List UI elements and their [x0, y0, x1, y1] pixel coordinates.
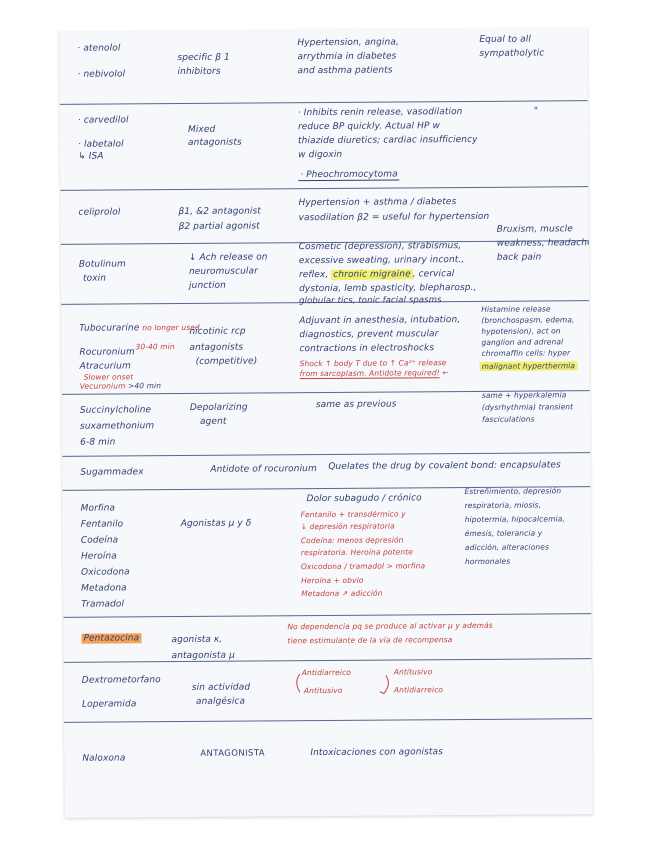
drug-name: Heroína: [80, 551, 117, 562]
mechanism-text: antagonista μ: [171, 650, 235, 662]
uses-header: Dolor subagudo / crónico: [306, 493, 422, 505]
drug-name: · nebivolol: [77, 69, 126, 80]
mechanism-text: sin actividad: [191, 682, 251, 693]
uses-text: thiazide diuretics; cardiac insufficiency: [297, 134, 478, 147]
mechanism-text: inhibitors: [177, 66, 221, 78]
uses-note: tiene estimulante de la vía de recompensa: [287, 635, 453, 646]
uses-text: vasodilation β2 = useful for hypertension: [298, 211, 490, 224]
drug-name: celiprolol: [78, 207, 121, 218]
uses-note: respiratoria. Heroína potente: [300, 547, 413, 558]
drug-name: toxin: [82, 273, 107, 284]
uses-text: w digoxin: [298, 149, 343, 161]
drug-note: >40 min: [127, 381, 162, 391]
highlighted-term: · Pheochromocytoma: [298, 169, 399, 181]
drug-name: Tramadol: [81, 599, 125, 610]
drug-name: Botulinum: [78, 259, 126, 270]
effects-text: hormonales: [464, 556, 511, 567]
effects-text: fasciculations: [481, 414, 535, 424]
notebook-page: [59, 28, 592, 818]
mechanism-text: ↓ Ach release on: [188, 252, 268, 263]
drug-name: Naloxona: [82, 753, 126, 764]
uses-fragment: , cervical: [412, 269, 455, 280]
effects-text: Bruxism, muscle: [496, 224, 573, 235]
uses-note: ↓ depresión respiratoria: [300, 521, 395, 532]
drug-name: suxamethonium: [79, 421, 155, 432]
uses-note: Antitusivo: [303, 685, 343, 696]
mechanism-text: Agonistas μ y δ: [180, 518, 252, 530]
row-divider: [62, 452, 590, 457]
uses-text: Quelates the drug by covalent bond: encapsulates: [328, 460, 561, 472]
mechanism-text: Mixed: [187, 124, 216, 135]
effects-text: back pain: [496, 252, 542, 263]
uses-note: Codeína: menos depresión: [300, 535, 404, 546]
uses-text: diagnostics, prevent muscular: [299, 329, 439, 341]
effects-text: hipotermia, hipocalcemia,: [464, 514, 565, 525]
uses-text: · Inhibits renin release, vasodilation: [297, 107, 463, 119]
drug-name: [80, 381, 161, 391]
highlighted-term: chronic migraine: [333, 269, 411, 280]
mechanism-text: specific β 1: [177, 52, 230, 64]
uses-text: excessive sweating, urinary incont.,: [298, 255, 465, 267]
mechanism-text: agonista κ,: [171, 634, 223, 646]
row-divider: [64, 718, 592, 723]
mechanism-text: analgésica: [195, 696, 246, 707]
mechanism-text: agent: [199, 416, 227, 427]
mechanism-text: β2 partial agonist: [178, 221, 260, 233]
drug-name: Oxicodona: [81, 567, 130, 578]
highlighted-drug: Pentazocina: [83, 633, 140, 644]
mechanism-text: neuromuscular: [188, 266, 258, 277]
uses-warning-text: from sarcoplasm. Antidote required!: [299, 368, 440, 379]
uses-note: No dependencia pq se produce al activar μ y además: [287, 620, 493, 632]
drug-name: Loperamida: [81, 699, 137, 710]
drug-name: · labetalol: [78, 139, 124, 150]
uses-note: Antidiarreico: [393, 685, 444, 695]
uses-text: dystonia, lemb spasticity, blepharosp.,: [299, 282, 477, 295]
effects-highlight: [480, 361, 578, 371]
drug-note: ↳ ISA: [78, 151, 104, 162]
drug-note: Slower onset: [83, 372, 134, 382]
effects-text: Histamine release: [481, 304, 551, 314]
mechanism-text: (competitive): [195, 356, 258, 367]
drug-name: Metadona: [81, 583, 127, 594]
mechanism-text: Depolarizing: [189, 402, 248, 413]
uses-text: [299, 269, 455, 282]
uses-text: Intoxicaciones con agonistas: [310, 747, 443, 759]
drug-name: Rocuronium: [79, 347, 135, 358]
mechanism-text: nicotinic rcp: [189, 326, 246, 337]
effects-text: sympatholytic: [479, 48, 545, 59]
effects-text: ": [533, 106, 539, 117]
uses-text: Adjuvant in anesthesia, intubation,: [299, 315, 461, 327]
uses-note: Antitusivo: [393, 667, 433, 677]
effects-text: Equal to all: [479, 34, 531, 45]
uses-text: same as previous: [315, 399, 397, 411]
uses-warning: Shock ↑ body T due to ↑ Ca²⁺ release: [299, 358, 447, 369]
effects-text: hypotension), act on: [481, 326, 561, 336]
mechanism-text: β1, &2 antagonist: [178, 206, 261, 218]
effects-text: adicción, alteraciones: [464, 542, 549, 553]
drug-name: Sugammadex: [80, 467, 144, 478]
drug-name: Fentanilo: [80, 519, 124, 530]
uses-note: Metadona ↗ adicción: [301, 588, 383, 599]
cross-arrows-icon: [294, 667, 394, 701]
effects-text: same + hyperkalemia: [481, 390, 567, 400]
uses-text: reduce BP quickly. Actual HP w: [297, 121, 440, 133]
drug-name: Dextrometorfano: [81, 675, 161, 686]
row-divider: [60, 100, 588, 105]
drug-note: 6-8 min: [80, 437, 116, 448]
drug-name: [81, 633, 141, 645]
mechanism-text: junction: [189, 280, 226, 291]
drug-label: Vecuronium: [79, 381, 126, 391]
drug-name: [79, 323, 200, 335]
drug-note: no longer used: [142, 322, 200, 333]
uses-text: and asthma patients: [297, 65, 393, 77]
row-divider: [60, 186, 588, 191]
drug-note: 30-40 min: [135, 342, 175, 352]
mechanism-text: ANTAGONISTA: [200, 748, 265, 759]
drug-name: Atracurium: [79, 361, 131, 372]
mechanism-text: Antidote of rocuronium: [210, 464, 317, 475]
drug-name: Succinylcholine: [79, 405, 152, 416]
effects-text: weakness, headache: [496, 238, 593, 249]
uses-note: Oxicodona / tramadol > morfina: [300, 561, 426, 572]
effects-text: chromaffin cells: hyper: [481, 348, 571, 358]
uses-note: Heroína + obvio: [301, 575, 364, 586]
uses-text: Hypertension, angina,: [297, 37, 399, 49]
drug-label: Tubocurarine: [79, 323, 140, 334]
mechanism-text: antagonists: [189, 342, 244, 353]
effects-text: Estreñimiento, depresión: [464, 486, 562, 497]
effects-text: (dysrhythmia) transient: [481, 402, 574, 412]
uses-text: globular tics, tonic facial spasms: [299, 295, 442, 307]
uses-note: Antidiarreico: [301, 667, 352, 678]
uses-text: contractions in electroshocks: [299, 343, 435, 355]
effects-text: (bronchospasm, edema,: [481, 315, 575, 325]
uses-text: arrythmia in diabetes: [297, 51, 397, 63]
effects-text: ganglion and adrenal: [481, 337, 564, 347]
row-divider: [64, 658, 592, 663]
drug-name: · carvedilol: [77, 115, 129, 126]
uses-text: Cosmetic (depression), strabismus,: [298, 241, 462, 253]
uses-fragment: reflex,: [298, 269, 329, 281]
drug-name: · atenolol: [77, 43, 121, 54]
uses-note: Fentanilo + transdérmico y: [300, 509, 406, 520]
uses-highlight: [298, 169, 399, 181]
mechanism-text: antagonists: [188, 137, 242, 148]
drug-name: Codeína: [80, 535, 119, 546]
uses-warning: from sarcoplasm. Antidote required! ←: [299, 368, 449, 379]
uses-text: Hypertension + asthma / diabetes: [298, 197, 457, 209]
row-divider: [63, 613, 591, 618]
highlighted-term: malignant hyperthermia: [481, 361, 576, 371]
effects-text: émesis, tolerancia y: [464, 528, 543, 539]
effects-text: respiratoria, miosis,: [464, 500, 542, 511]
drug-name: Morfina: [80, 503, 116, 514]
